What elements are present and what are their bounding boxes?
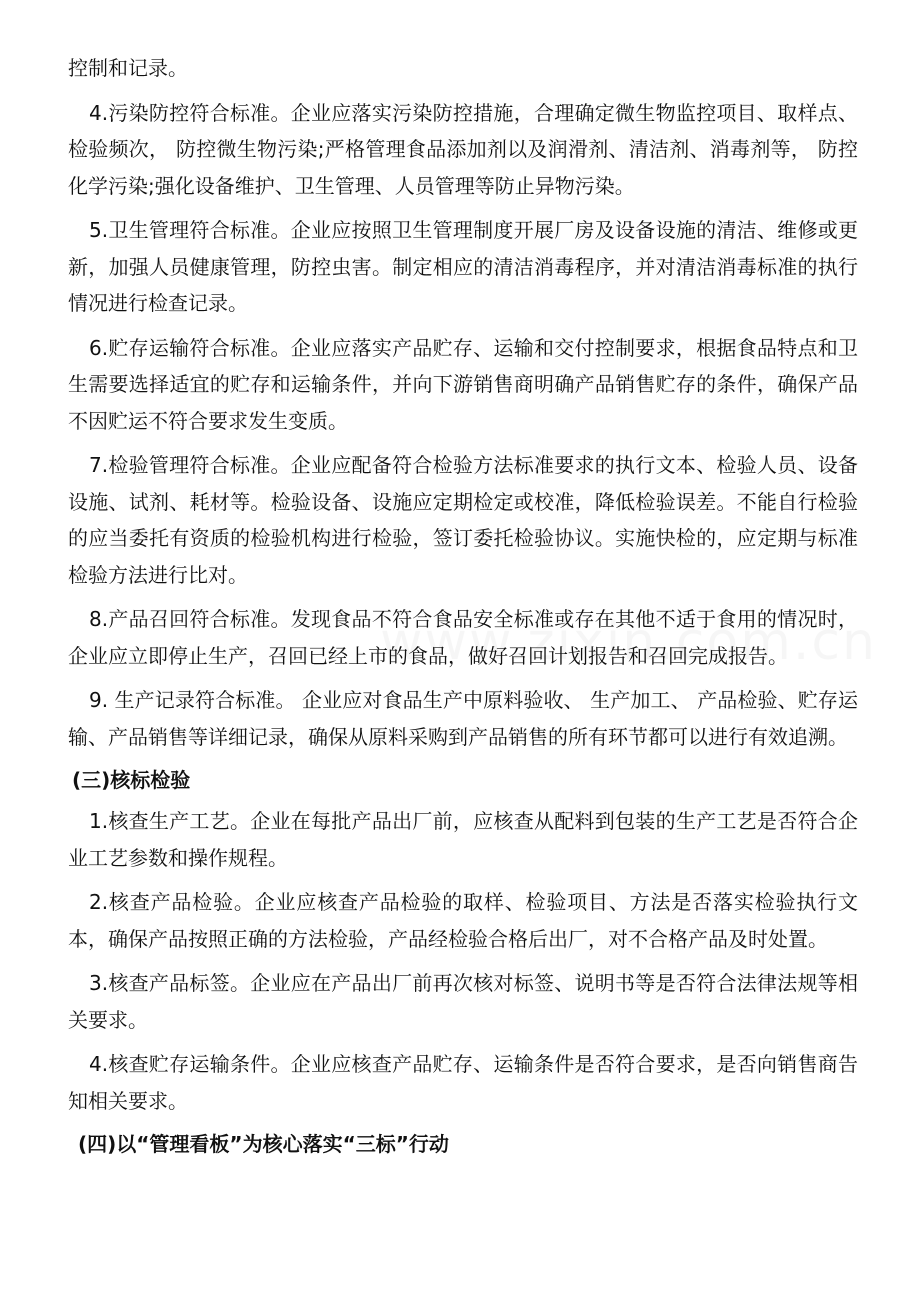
document-page — [68, 50, 858, 1167]
paragraph-check-process: 1.核查生产工艺。企业在每批产品出厂前，应核查从配料到包装的生产工艺是否符合企业工艺参数和操作规程。 — [68, 809, 858, 870]
paragraph-check-label: 3.核查产品标签。企业应在产品出厂前再次核对标签、说明书等是否符合法律法规等相关要求。 — [68, 971, 858, 1032]
paragraph-production-records: 9. 生产记录符合标准。 企业应对食品生产中原料验收、 生产加工、 产品检验、贮存运输、产品销售等详细记录，确保从原料采购到产品销售的所有环节都可以进行有效追溯。 — [68, 688, 858, 749]
paragraph-continuation: 控制和记录。 — [68, 56, 188, 80]
paragraph-inspection-management: 7.检验管理符合标准。企业应配备符合检验方法标准要求的执行文本、检验人员、设备设施、试剂、耗材等。检验设备、设施应定期检定或校准，降低检验误差。不能自行检验的应当委托有资质的检验机构进行检验，签订委托检验协议。实施快检的，应定期与标准检验方法进行比对。 — [68, 453, 858, 587]
paragraph-product-recall: 8.产品召回符合标准。发现食品不符合食品安全标准或存在其他不适于食用的情况时，企业应立即停止生产，召回已经上市的食品，做好召回计划报告和召回完成报告。 — [68, 607, 858, 668]
paragraph-check-storage: 4.核查贮存运输条件。企业应核查产品贮存、运输条件是否符合要求，是否向销售商告知相关要求。 — [68, 1052, 858, 1113]
section-heading-3: (三)核标检验 — [72, 768, 191, 792]
paragraph-check-inspection: 2.核查产品检验。企业应核查产品检验的取样、检验项目、方法是否落实检验执行文本，确保产品按照正确的方法检验，产品经检验合格后出厂，对不合格产品及时处置。 — [68, 890, 858, 951]
paragraph-storage-transport: 6.贮存运输符合标准。企业应落实产品贮存、运输和交付控制要求，根据食品特点和卫生需要选择适宜的贮存和运输条件，并向下游销售商明确产品销售贮存的条件，确保产品不因贮运不符合要求发生变质。 — [68, 335, 858, 433]
paragraph-pollution-control: 4.污染防控符合标准。企业应落实污染防控措施，合理确定微生物监控项目、取样点、检验频次， 防控微生物污染;严格管理食品添加剂以及润滑剂、清洁剂、消毒剂等， 防控化学污染;强化设备维护、卫生管理、人员管理等防止异物污染。 — [68, 100, 858, 198]
section-heading-4: (四)以“管理看板”为核心落实“三标”行动 — [78, 1132, 449, 1156]
paragraph-hygiene-management: 5.卫生管理符合标准。企业应按照卫生管理制度开展厂房及设备设施的清洁、维修或更新，加强人员健康管理，防控虫害。制定相应的清洁消毒程序，并对清洁消毒标准的执行情况进行检查记录。 — [68, 218, 858, 315]
